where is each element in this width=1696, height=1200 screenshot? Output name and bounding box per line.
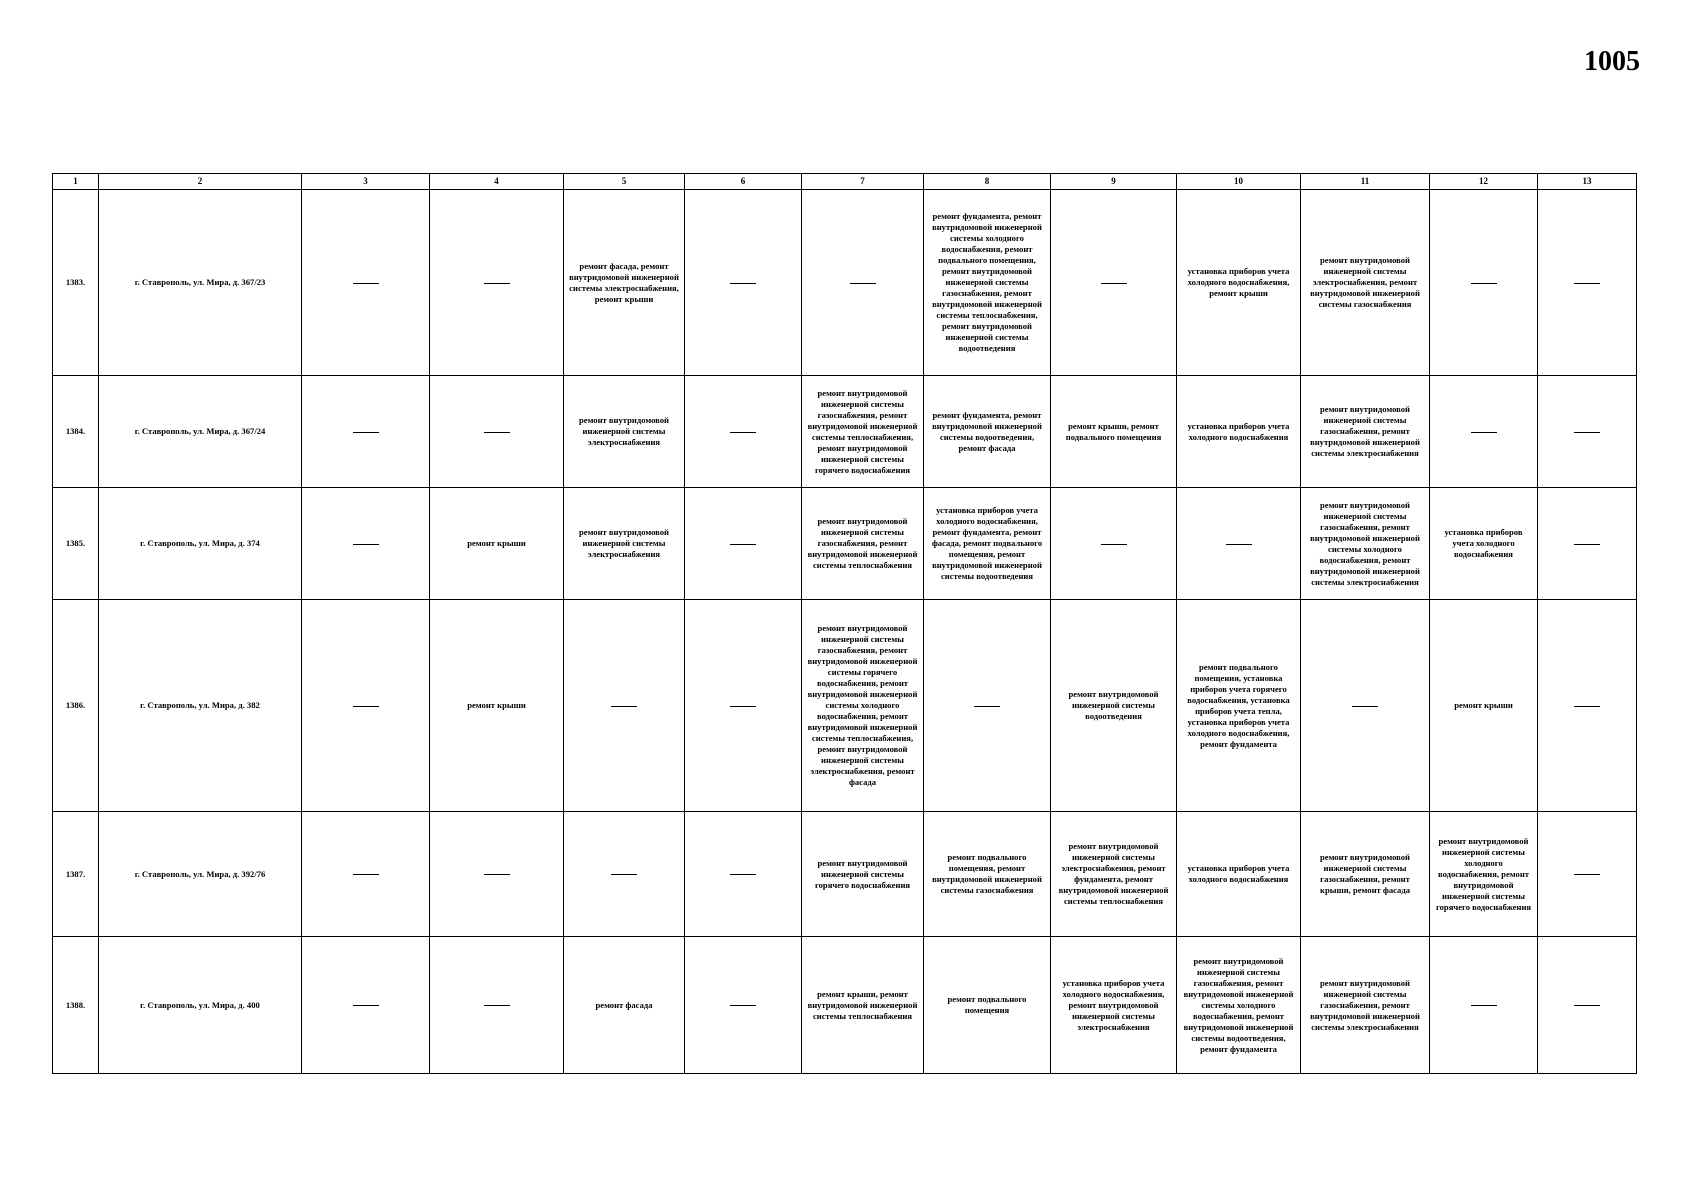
- work-cell: установка приборов учета холодного водоснабжения: [1430, 488, 1538, 600]
- work-cell: [1538, 937, 1637, 1074]
- work-cell: установка приборов учета холодного водоснабжения: [1177, 812, 1301, 937]
- row-number: 1385.: [53, 488, 99, 600]
- work-cell: [1177, 488, 1301, 600]
- row-number: 1384.: [53, 376, 99, 488]
- work-cell: установка приборов учета холодного водоснабжения, ремонт крыши: [1177, 190, 1301, 376]
- dash-mark: [611, 874, 637, 875]
- work-cell: [564, 600, 685, 812]
- work-cell: [685, 937, 802, 1074]
- work-cell: [924, 600, 1051, 812]
- dash-mark: [1471, 1005, 1497, 1006]
- dash-mark: [353, 706, 379, 707]
- dash-mark: [850, 283, 876, 284]
- work-cell: [302, 812, 430, 937]
- address-cell: г. Ставрополь, ул. Мира, д. 382: [99, 600, 302, 812]
- dash-mark: [730, 706, 756, 707]
- work-cell: установка приборов учета холодного водоснабжения: [1177, 376, 1301, 488]
- work-cell: ремонт крыши, ремонт внутридомовой инженерной системы теплоснабжения: [802, 937, 924, 1074]
- work-cell: [302, 190, 430, 376]
- dash-mark: [1574, 432, 1600, 433]
- column-number: 5: [564, 174, 685, 190]
- column-number: 10: [1177, 174, 1301, 190]
- column-number: 13: [1538, 174, 1637, 190]
- work-cell: ремонт подвального помещения, установка приборов учета горячего водоснабжения, установка приборов учета тепла, установка приборов учета холодного водоснабжения, ремонт фундамента: [1177, 600, 1301, 812]
- work-cell: [430, 937, 564, 1074]
- dash-mark: [353, 544, 379, 545]
- dash-mark: [1352, 706, 1378, 707]
- work-cell: ремонт фундамента, ремонт внутридомовой инженерной системы водоотведения, ремонт фасада: [924, 376, 1051, 488]
- work-cell: ремонт внутридомовой инженерной системы электроснабжения: [564, 488, 685, 600]
- table-row: [53, 812, 1637, 937]
- dash-mark: [484, 432, 510, 433]
- dash-mark: [484, 874, 510, 875]
- work-cell: [1538, 488, 1637, 600]
- column-number: 7: [802, 174, 924, 190]
- dash-mark: [353, 432, 379, 433]
- repair-schedule-table: [52, 173, 1637, 1074]
- dash-mark: [1574, 874, 1600, 875]
- work-cell: [1430, 190, 1538, 376]
- work-cell: ремонт фасада: [564, 937, 685, 1074]
- work-cell: [302, 488, 430, 600]
- work-cell: ремонт подвального помещения: [924, 937, 1051, 1074]
- table-row: [53, 376, 1637, 488]
- column-number: 8: [924, 174, 1051, 190]
- work-cell: [302, 376, 430, 488]
- column-number: 1: [53, 174, 99, 190]
- address-cell: г. Ставрополь, ул. Мира, д. 367/23: [99, 190, 302, 376]
- work-cell: [1430, 376, 1538, 488]
- work-cell: [302, 600, 430, 812]
- dash-mark: [1226, 544, 1252, 545]
- work-cell: ремонт внутридомовой инженерной системы электроснабжения: [564, 376, 685, 488]
- dash-mark: [484, 1005, 510, 1006]
- work-cell: [1538, 190, 1637, 376]
- table-row: [53, 600, 1637, 812]
- work-cell: ремонт внутридомовой инженерной системы газоснабжения, ремонт внутридомовой инженерной системы электроснабжения: [1301, 937, 1430, 1074]
- work-cell: ремонт внутридомовой инженерной системы водоотведения: [1051, 600, 1177, 812]
- work-cell: ремонт фасада, ремонт внутридомовой инженерной системы электроснабжения, ремонт крыши: [564, 190, 685, 376]
- dash-mark: [974, 706, 1000, 707]
- column-number: 6: [685, 174, 802, 190]
- work-cell: ремонт внутридомовой инженерной системы газоснабжения, ремонт внутридомовой инженерной системы холодного водоснабжения, ремонт внутридомовой инженерной системы электроснабжения: [1301, 488, 1430, 600]
- work-cell: [685, 376, 802, 488]
- work-cell: [685, 190, 802, 376]
- column-number: 11: [1301, 174, 1430, 190]
- row-number: 1387.: [53, 812, 99, 937]
- work-cell: [430, 376, 564, 488]
- work-cell: ремонт внутридомовой инженерной системы газоснабжения, ремонт внутридомовой инженерной системы электроснабжения: [1301, 376, 1430, 488]
- dash-mark: [484, 283, 510, 284]
- work-cell: ремонт крыши: [430, 488, 564, 600]
- dash-mark: [730, 1005, 756, 1006]
- work-cell: ремонт внутридомовой инженерной системы газоснабжения, ремонт внутридомовой инженерной системы горячего водоснабжения, ремонт внутридомовой инженерной системы холодного водоснабжения, ремонт внутридомовой инженерной системы теплоснабжения, ремонт внутридомовой инженерной системы электроснабжения, ремонт фасада: [802, 600, 924, 812]
- work-cell: [1430, 937, 1538, 1074]
- work-cell: ремонт внутридомовой инженерной системы холодного водоснабжения, ремонт внутридомовой инженерной системы горячего водоснабжения: [1430, 812, 1538, 937]
- dash-mark: [730, 544, 756, 545]
- column-number: 9: [1051, 174, 1177, 190]
- work-cell: [1538, 600, 1637, 812]
- column-number-row: [53, 174, 1637, 190]
- work-cell: ремонт внутридомовой инженерной системы газоснабжения, ремонт внутридомовой инженерной системы теплоснабжения: [802, 488, 924, 600]
- table-row: [53, 488, 1637, 600]
- row-number: 1383.: [53, 190, 99, 376]
- column-number: 12: [1430, 174, 1538, 190]
- work-cell: ремонт крыши, ремонт подвального помещения: [1051, 376, 1177, 488]
- address-cell: г. Ставрополь, ул. Мира, д. 400: [99, 937, 302, 1074]
- work-cell: ремонт фундамента, ремонт внутридомовой инженерной системы холодного водоснабжения, ремонт подвального помещения, ремонт внутридомовой инженерной системы газоснабжения, ремонт внутридомовой инженерной системы теплоснабжения, ремонт внутридомовой инженерной системы водоотведения: [924, 190, 1051, 376]
- work-cell: [430, 812, 564, 937]
- dash-mark: [611, 706, 637, 707]
- dash-mark: [730, 432, 756, 433]
- work-cell: [564, 812, 685, 937]
- work-cell: ремонт крыши: [1430, 600, 1538, 812]
- dash-mark: [1574, 706, 1600, 707]
- work-cell: установка приборов учета холодного водоснабжения, ремонт фундамента, ремонт фасада, ремонт подвального помещения, ремонт внутридомовой инженерной системы водоотведения: [924, 488, 1051, 600]
- work-cell: [1301, 600, 1430, 812]
- dash-mark: [730, 874, 756, 875]
- address-cell: г. Ставрополь, ул. Мира, д. 374: [99, 488, 302, 600]
- work-cell: ремонт подвального помещения, ремонт внутридомовой инженерной системы газоснабжения: [924, 812, 1051, 937]
- dash-mark: [1101, 283, 1127, 284]
- column-number: 3: [302, 174, 430, 190]
- row-number: 1388.: [53, 937, 99, 1074]
- dash-mark: [353, 283, 379, 284]
- column-number: 4: [430, 174, 564, 190]
- table-row: [53, 937, 1637, 1074]
- work-cell: [685, 488, 802, 600]
- work-cell: ремонт внутридомовой инженерной системы газоснабжения, ремонт внутридомовой инженерной системы теплоснабжения, ремонт внутридомовой инженерной системы горячего водоснабжения: [802, 376, 924, 488]
- table-row: [53, 190, 1637, 376]
- work-cell: ремонт крыши: [430, 600, 564, 812]
- dash-mark: [353, 1005, 379, 1006]
- address-cell: г. Ставрополь, ул. Мира, д. 367/24: [99, 376, 302, 488]
- work-cell: [430, 190, 564, 376]
- work-cell: [302, 937, 430, 1074]
- work-cell: [802, 190, 924, 376]
- work-cell: ремонт внутридомовой инженерной системы электроснабжения, ремонт фундамента, ремонт внутридомовой инженерной системы теплоснабжения: [1051, 812, 1177, 937]
- work-cell: установка приборов учета холодного водоснабжения, ремонт внутридомовой инженерной системы электроснабжения: [1051, 937, 1177, 1074]
- dash-mark: [1574, 1005, 1600, 1006]
- work-cell: ремонт внутридомовой инженерной системы горячего водоснабжения: [802, 812, 924, 937]
- dash-mark: [1574, 283, 1600, 284]
- page-number: 1005: [1584, 46, 1640, 77]
- work-cell: [685, 600, 802, 812]
- dash-mark: [1471, 283, 1497, 284]
- dash-mark: [1574, 544, 1600, 545]
- work-cell: [685, 812, 802, 937]
- row-number: 1386.: [53, 600, 99, 812]
- address-cell: г. Ставрополь, ул. Мира, д. 392/76: [99, 812, 302, 937]
- dash-mark: [1101, 544, 1127, 545]
- dash-mark: [1471, 432, 1497, 433]
- column-number: 2: [99, 174, 302, 190]
- work-cell: [1051, 488, 1177, 600]
- work-cell: ремонт внутридомовой инженерной системы газоснабжения, ремонт внутридомовой инженерной системы холодного водоснабжения, ремонт внутридомовой инженерной системы водоотведения, ремонт фундамента: [1177, 937, 1301, 1074]
- dash-mark: [730, 283, 756, 284]
- work-cell: [1051, 190, 1177, 376]
- work-cell: ремонт внутридомовой инженерной системы электроснабжения, ремонт внутридомовой инженерной системы газоснабжения: [1301, 190, 1430, 376]
- work-cell: [1538, 376, 1637, 488]
- work-cell: [1538, 812, 1637, 937]
- dash-mark: [353, 874, 379, 875]
- work-cell: ремонт внутридомовой инженерной системы газоснабжения, ремонт крыши, ремонт фасада: [1301, 812, 1430, 937]
